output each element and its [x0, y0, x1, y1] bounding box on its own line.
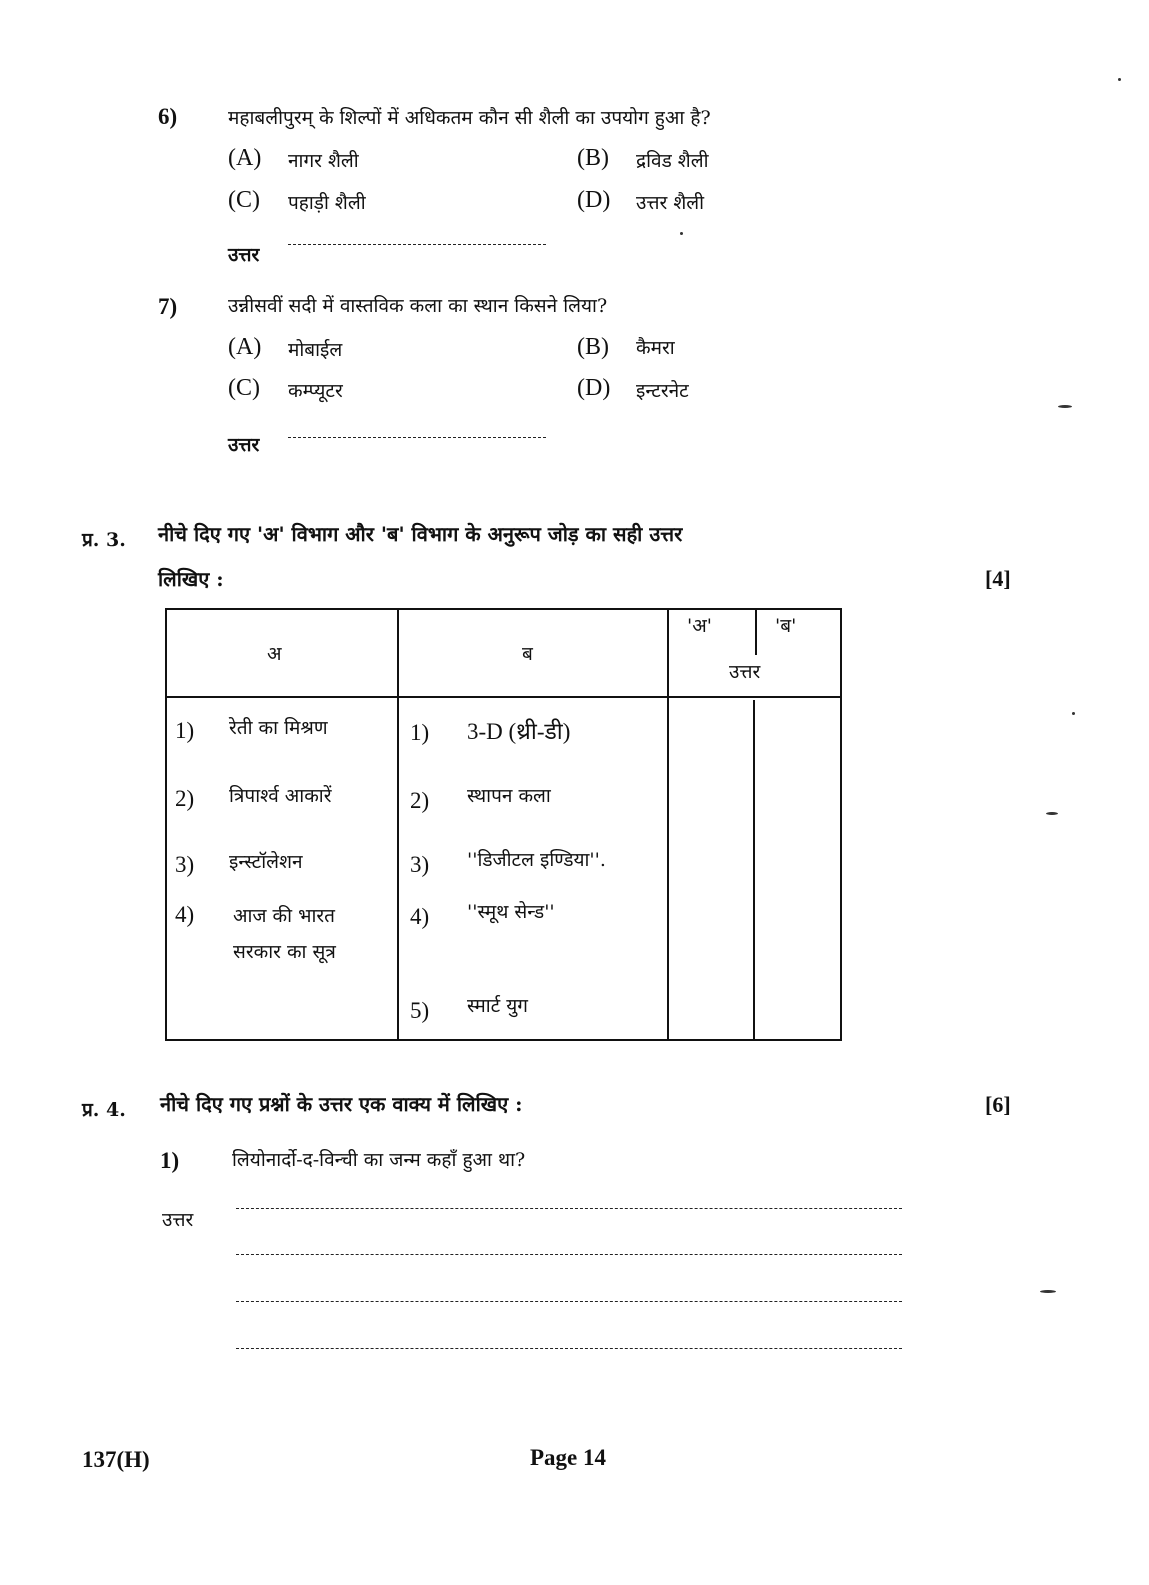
q7-text: उन्नीसवीं सदी में वास्तविक कला का स्थान किसने लिया?: [228, 295, 608, 317]
p3-marks: [4]: [985, 566, 1011, 591]
a-item-4-text-line2: सरकार का सूत्र: [233, 941, 336, 963]
table-header-rule: [167, 696, 840, 698]
p3-heading-line1: नीचे दिए गए 'अ' विभाग और 'ब' विभाग के अनुरूप जोड़ का सही उत्तर: [158, 522, 683, 546]
page-number: Page 14: [530, 1445, 607, 1470]
q6-option-a-letter: (A): [228, 145, 262, 171]
q6-option-c-text: पहाड़ी शैली: [288, 192, 366, 214]
q6-option-b-letter: (B): [577, 145, 609, 171]
p4-answer-line-1[interactable]: [236, 1208, 902, 1209]
answer-b-header: 'ब': [775, 615, 797, 637]
q6-answer-label: उत्तर: [228, 244, 260, 266]
q6-option-a-text: नागर शैली: [288, 150, 359, 172]
column-a-header: अ: [267, 643, 282, 665]
a-item-4-text: आज की भारत: [233, 905, 335, 927]
b-item-3-number: 3): [410, 852, 430, 877]
q6-text: महाबलीपुरम् के शिल्पों में अधिकतम कौन सी शैली का उपयोग हुआ है?: [228, 107, 711, 129]
scan-speck: [1040, 1290, 1056, 1293]
footer-code: 137(H): [82, 1447, 150, 1472]
answer-header-label: उत्तर: [729, 661, 761, 683]
b-item-5-text: स्मार्ट युग: [467, 995, 529, 1017]
b-item-5-number: 5): [410, 998, 430, 1023]
q6-option-d-letter: (D): [577, 187, 611, 213]
p4-answer-line-3[interactable]: [236, 1301, 902, 1302]
q6-option-b-text: द्रविड शैली: [636, 150, 709, 172]
a-item-1-text: रेती का मिश्रण: [229, 717, 328, 739]
b-item-1-text: 3-D (थ्री-डी): [467, 719, 571, 744]
q7-option-d-letter: (D): [577, 375, 611, 401]
scan-speck: [680, 232, 683, 235]
match-table: [165, 608, 842, 1041]
p4-label: प्र. 4.: [82, 1099, 126, 1121]
a-item-2-number: 2): [175, 786, 195, 811]
a-item-3-text: इन्स्टॉलेशन: [229, 851, 303, 873]
p4-heading: नीचे दिए गए प्रश्नों के उत्तर एक वाक्य में लिखिए :: [160, 1092, 523, 1116]
q7-answer-label: उत्तर: [228, 434, 260, 456]
p4-answer-line-4[interactable]: [236, 1348, 902, 1349]
scan-speck: [1118, 78, 1121, 81]
p3-heading-line2: लिखिए :: [158, 567, 224, 591]
q7-option-a-text: मोबाईल: [288, 339, 343, 361]
q7-number: 7): [158, 294, 178, 319]
q7-option-a-letter: (A): [228, 334, 262, 360]
b-item-3-text: ''डिजीटल इण्डिया''.: [467, 849, 606, 871]
p4-marks: [6]: [985, 1092, 1011, 1117]
scan-speck: [1072, 712, 1075, 715]
b-item-1-number: 1): [410, 720, 430, 745]
q7-answer-line[interactable]: [288, 437, 546, 438]
q6-number: 6): [158, 104, 178, 129]
p4-answer-label: उत्तर: [162, 1209, 194, 1231]
p4-q1-text: लियोनार्दो-द-विन्ची का जन्म कहाँ हुआ था?: [232, 1149, 526, 1171]
scan-speck: [1046, 812, 1058, 815]
b-item-2-number: 2): [410, 788, 430, 813]
b-item-2-text: स्थापन कला: [467, 785, 551, 807]
a-item-4-number: 4): [175, 902, 195, 927]
a-item-3-number: 3): [175, 852, 195, 877]
b-item-4-number: 4): [410, 904, 430, 929]
b-item-4-text: ''स्मूथ सेन्ड'': [467, 901, 555, 923]
a-item-2-text: त्रिपार्श्व आकारें: [229, 785, 332, 807]
table-divider-answer-body: [753, 700, 755, 1039]
q7-option-b-text: कैमरा: [636, 337, 675, 359]
q6-option-c-letter: (C): [228, 187, 260, 213]
scan-speck: [1058, 405, 1072, 408]
a-item-1-number: 1): [175, 718, 195, 743]
q7-option-d-text: इन्टरनेट: [636, 380, 689, 402]
table-divider-b-answer: [667, 610, 669, 1039]
answer-a-header: 'अ': [687, 615, 712, 637]
table-divider-ab: [397, 610, 399, 1039]
q6-option-d-text: उत्तर शैली: [636, 192, 705, 214]
q7-option-c-letter: (C): [228, 375, 260, 401]
p4-q1-number: 1): [160, 1148, 180, 1173]
p3-label: प्र. 3.: [82, 529, 126, 551]
q6-answer-line[interactable]: [288, 244, 546, 245]
q7-option-c-text: कम्प्यूटर: [288, 380, 343, 402]
column-b-header: ब: [522, 643, 533, 665]
table-divider-answer-header: [755, 610, 757, 655]
q7-option-b-letter: (B): [577, 334, 609, 360]
p4-answer-line-2[interactable]: [236, 1254, 902, 1255]
